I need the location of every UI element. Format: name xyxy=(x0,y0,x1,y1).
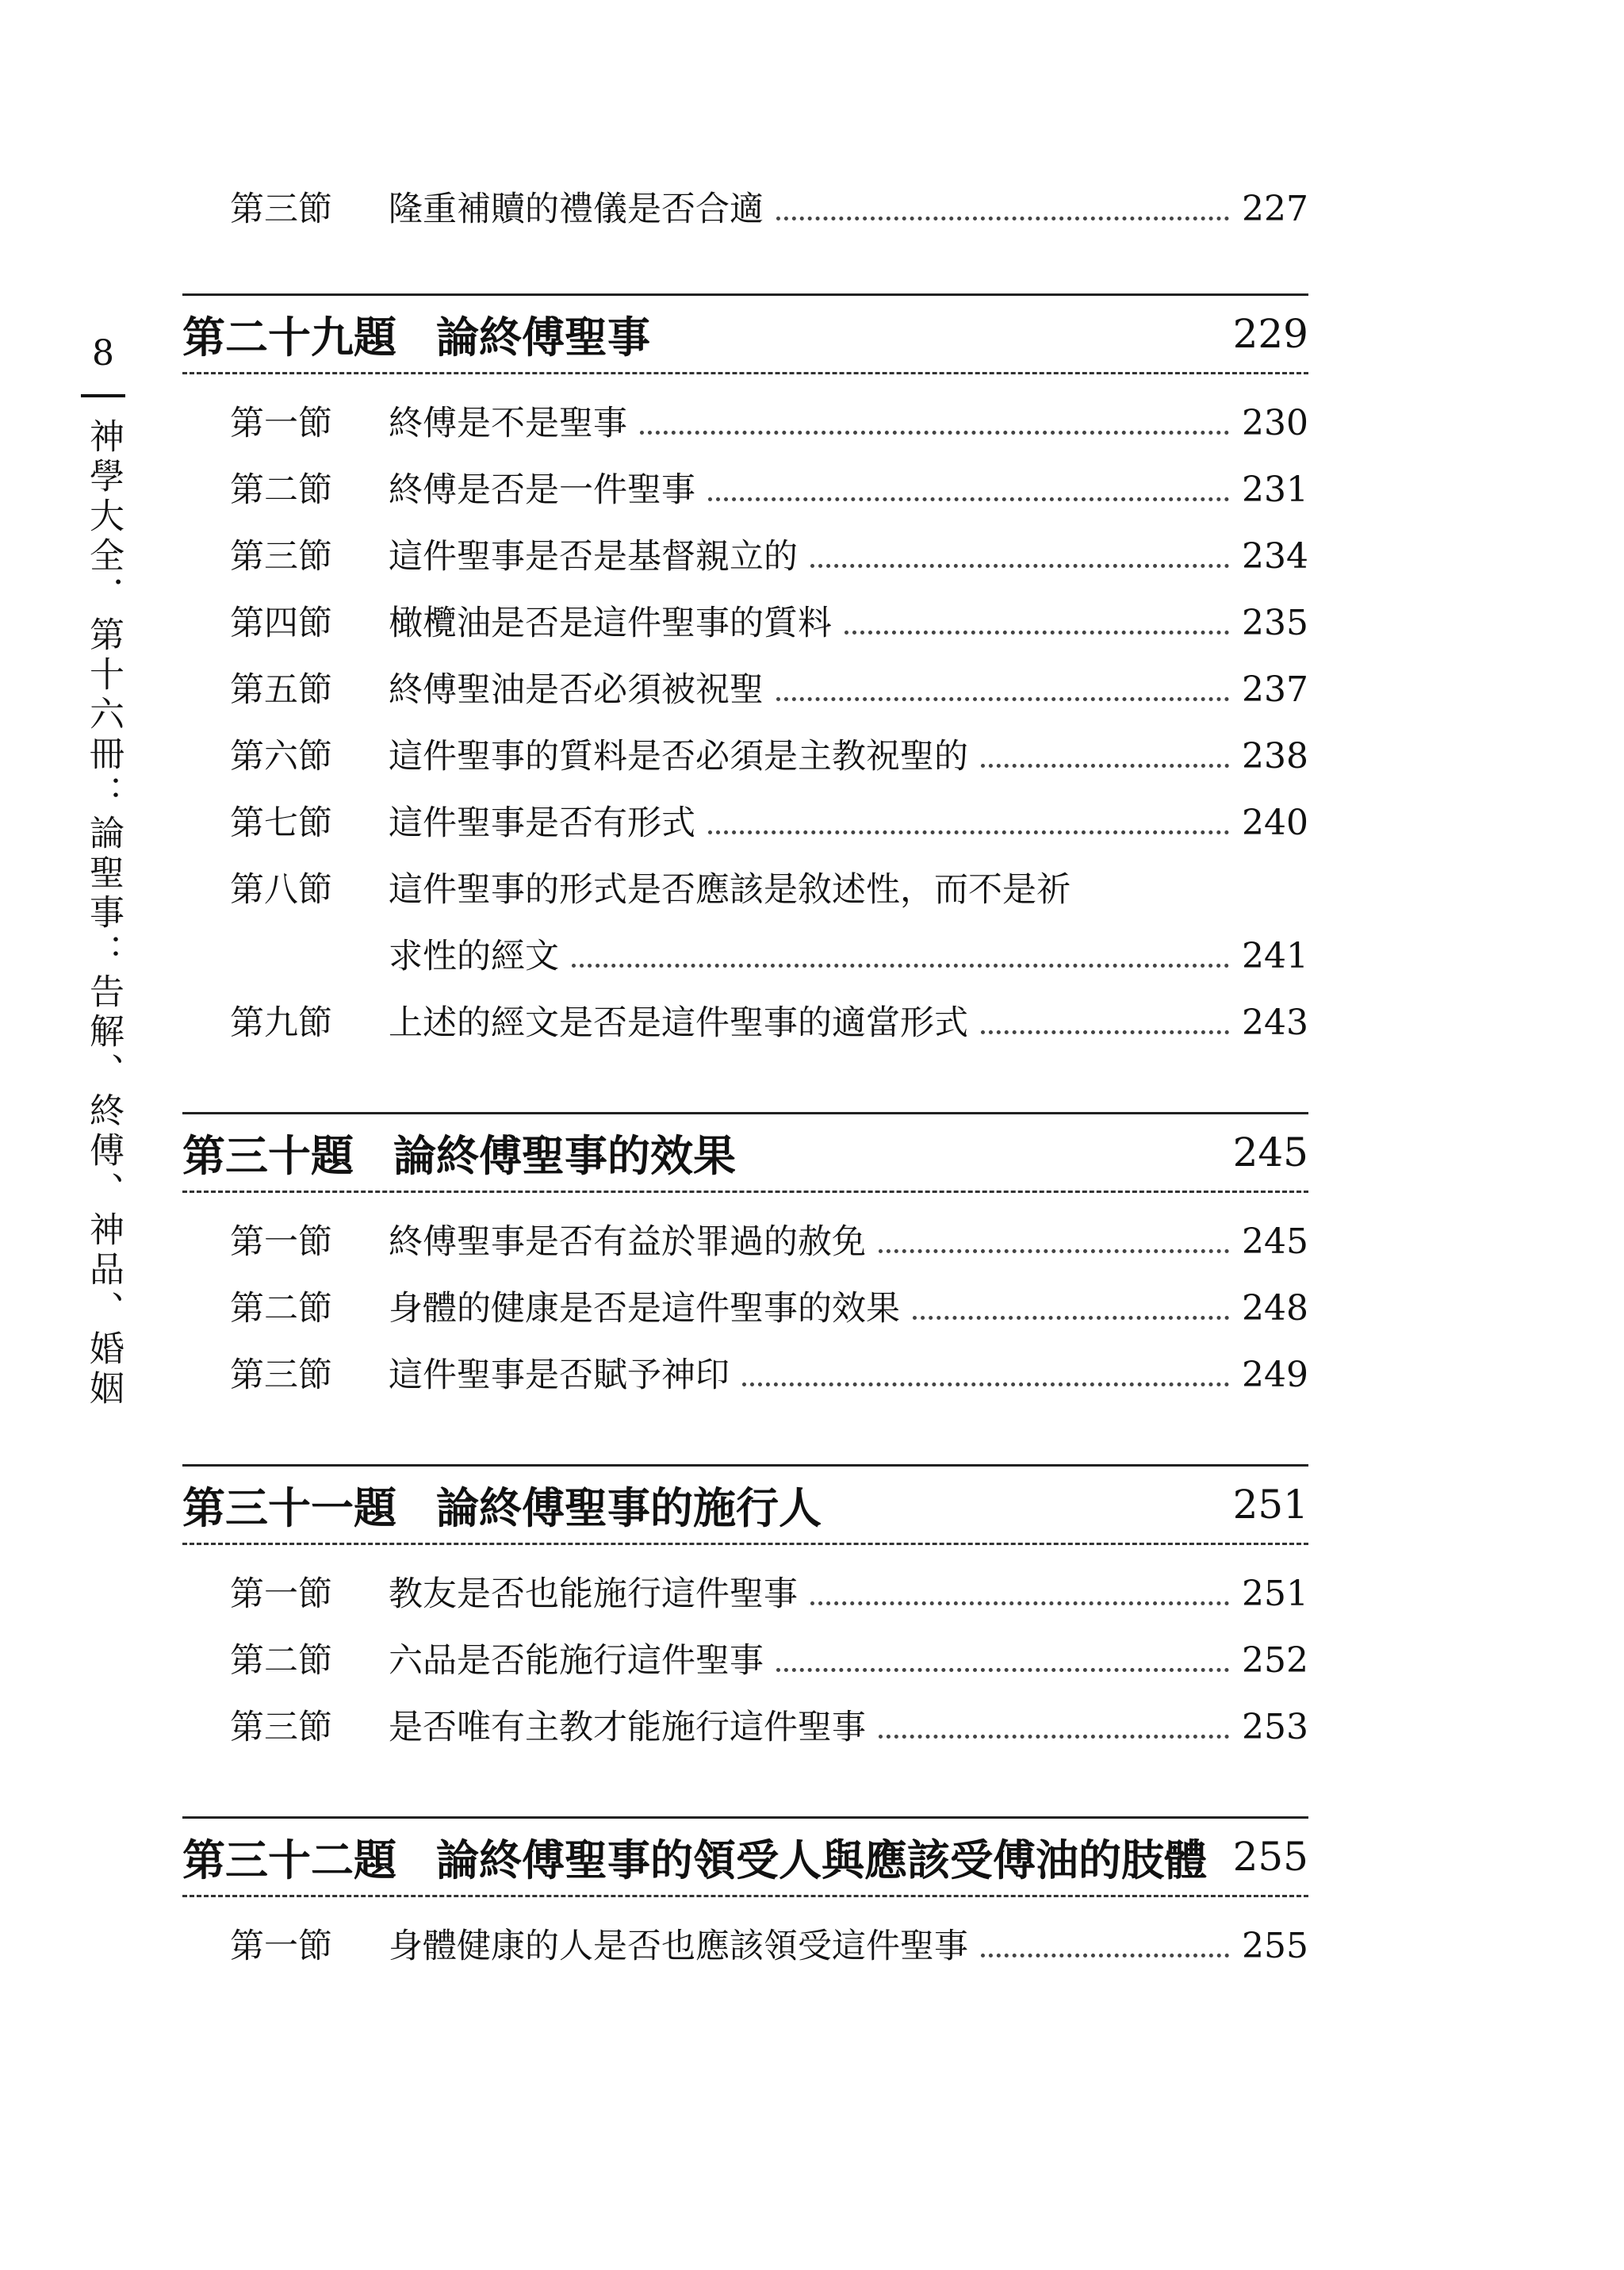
section-label: 第一節 xyxy=(230,1222,332,1262)
side-divider xyxy=(81,394,125,397)
section-label: 第九節 xyxy=(230,1003,332,1043)
chapter-heading xyxy=(182,1816,1308,1897)
chapter-rule-bottom xyxy=(182,1543,1308,1545)
section-title: 這件聖事是否賦予神印 xyxy=(389,1355,730,1395)
dot-leader xyxy=(776,697,1229,701)
chapter-page: 251 xyxy=(1232,1482,1308,1528)
chapter-rule-bottom xyxy=(182,1191,1308,1193)
section-page: 234 xyxy=(1242,536,1308,577)
section-title: 橄欖油是否是這件聖事的質料 xyxy=(389,604,832,643)
toc-entry xyxy=(182,1348,1308,1415)
toc-entry xyxy=(182,1282,1308,1348)
section-title: 這件聖事是否是基督親立的 xyxy=(389,537,798,577)
section-page: 227 xyxy=(1242,189,1308,229)
toc-entry xyxy=(182,1919,1308,1986)
section-title: 六品是否能施行這件聖事 xyxy=(389,1641,764,1681)
section-page: 238 xyxy=(1242,736,1308,776)
toc-entry xyxy=(182,1215,1308,1282)
section-title: 隆重補贖的禮儀是否合適 xyxy=(389,190,764,229)
chapter-page: 229 xyxy=(1232,311,1308,357)
chapter-label: 第三十題 xyxy=(182,1129,354,1181)
toc-entry xyxy=(182,397,1308,463)
section-page: 252 xyxy=(1242,1640,1308,1681)
section-title: 這件聖事的質料是否必須是主教祝聖的 xyxy=(389,737,968,776)
section-title: 是否唯有主教才能施行這件聖事 xyxy=(389,1708,866,1747)
page-number: 8 xyxy=(92,333,114,374)
section-label: 第三節 xyxy=(230,537,332,577)
dot-leader xyxy=(640,431,1229,435)
toc-entry xyxy=(182,1701,1308,1767)
section-page: 237 xyxy=(1242,669,1308,710)
toc-entry xyxy=(182,530,1308,596)
chapter-label: 第三十二題 xyxy=(182,1834,396,1885)
section-title: 上述的經文是否是這件聖事的適當形式 xyxy=(389,1003,968,1043)
section-label: 第二節 xyxy=(230,1641,332,1681)
section-label: 第六節 xyxy=(230,737,332,776)
section-title: 終傅聖油是否必須被祝聖 xyxy=(389,670,764,710)
section-label: 第一節 xyxy=(230,1574,332,1614)
section-label: 第八節 xyxy=(230,870,332,910)
chapter-list xyxy=(182,293,1308,1986)
section-label: 第七節 xyxy=(230,803,332,843)
dot-leader xyxy=(981,1030,1229,1034)
section-title: 教友是否也能施行這件聖事 xyxy=(389,1574,798,1614)
section-page: 240 xyxy=(1242,803,1308,843)
chapter-title: 論終傅聖事的領受人與應該受傅油的肢體 xyxy=(436,1834,1207,1885)
section-label: 第一節 xyxy=(230,1927,332,1966)
dot-leader xyxy=(879,1249,1229,1253)
chapter-row xyxy=(182,1114,1308,1191)
running-title: 神學大全．第十六冊：論聖事：告解、終傅、神品、婚姻 xyxy=(83,418,124,1409)
section-page: 248 xyxy=(1242,1288,1308,1329)
section-page: 231 xyxy=(1242,470,1308,510)
toc-entry xyxy=(182,730,1308,796)
chapter-label: 第二十九題 xyxy=(182,311,396,362)
section-title-continued: 求性的經文 xyxy=(389,937,559,976)
side-margin xyxy=(79,333,127,1409)
section-label: 第二節 xyxy=(230,470,332,510)
section-title: 身體健康的人是否也應該領受這件聖事 xyxy=(389,1927,968,1966)
section-title: 身體的健康是否是這件聖事的效果 xyxy=(389,1289,900,1329)
section-page: 230 xyxy=(1242,403,1308,443)
chapter-page: 255 xyxy=(1232,1834,1308,1880)
dot-leader xyxy=(572,964,1229,968)
section-label: 第五節 xyxy=(230,670,332,710)
section-label: 第四節 xyxy=(230,604,332,643)
toc-entry-continued xyxy=(182,930,1308,996)
chapter-title: 論終傅聖事的效果 xyxy=(393,1129,736,1181)
dot-leader xyxy=(845,631,1229,635)
section-label: 第三節 xyxy=(230,190,332,229)
dot-leader xyxy=(810,1601,1229,1605)
toc-entry xyxy=(182,663,1308,730)
dot-leader xyxy=(981,1954,1229,1957)
dot-leader xyxy=(913,1316,1229,1320)
section-title: 這件聖事是否有形式 xyxy=(389,803,695,843)
dot-leader xyxy=(708,830,1229,834)
toc-entry xyxy=(182,596,1308,663)
chapter-heading xyxy=(182,1112,1308,1193)
toc-entry xyxy=(182,863,1308,930)
section-page: 253 xyxy=(1242,1707,1308,1747)
table-of-contents xyxy=(182,182,1308,1986)
toc-entry xyxy=(182,996,1308,1063)
dot-leader xyxy=(879,1735,1229,1739)
section-page: 245 xyxy=(1242,1221,1308,1262)
section-label: 第三節 xyxy=(230,1355,332,1395)
chapter-page: 245 xyxy=(1232,1129,1308,1175)
dot-leader xyxy=(810,564,1229,568)
chapter-row xyxy=(182,1819,1308,1895)
chapter-row xyxy=(182,296,1308,372)
dot-leader xyxy=(708,497,1229,501)
toc-entry xyxy=(182,1567,1308,1634)
chapter-heading xyxy=(182,293,1308,374)
chapter-label: 第三十一題 xyxy=(182,1482,396,1533)
section-page: 249 xyxy=(1242,1355,1308,1395)
section-page: 235 xyxy=(1242,603,1308,643)
section-page: 243 xyxy=(1242,1003,1308,1043)
section-page: 241 xyxy=(1242,936,1308,976)
dot-leader xyxy=(742,1382,1229,1386)
dot-leader xyxy=(776,1668,1229,1672)
section-title: 這件聖事的形式是否應該是敘述性，而不是祈 xyxy=(389,870,1071,910)
section-label: 第二節 xyxy=(230,1289,332,1329)
chapter-title: 論終傅聖事的施行人 xyxy=(436,1482,822,1533)
chapter-rule-bottom xyxy=(182,372,1308,374)
toc-entry xyxy=(182,1634,1308,1701)
section-title: 終傅是不是聖事 xyxy=(389,404,627,443)
dot-leader xyxy=(776,217,1229,220)
section-title: 終傅是否是一件聖事 xyxy=(389,470,695,510)
section-page: 255 xyxy=(1242,1926,1308,1966)
chapter-row xyxy=(182,1467,1308,1543)
dot-leader xyxy=(981,764,1229,768)
chapter-rule-bottom xyxy=(182,1895,1308,1897)
section-label: 第一節 xyxy=(230,404,332,443)
toc-entry xyxy=(182,796,1308,863)
section-page: 251 xyxy=(1242,1574,1308,1614)
chapter-title: 論終傅聖事 xyxy=(436,311,650,362)
toc-entry xyxy=(182,182,1308,249)
chapter-heading xyxy=(182,1464,1308,1545)
section-label: 第三節 xyxy=(230,1708,332,1747)
section-title: 終傅聖事是否有益於罪過的赦免 xyxy=(389,1222,866,1262)
toc-entry xyxy=(182,463,1308,530)
